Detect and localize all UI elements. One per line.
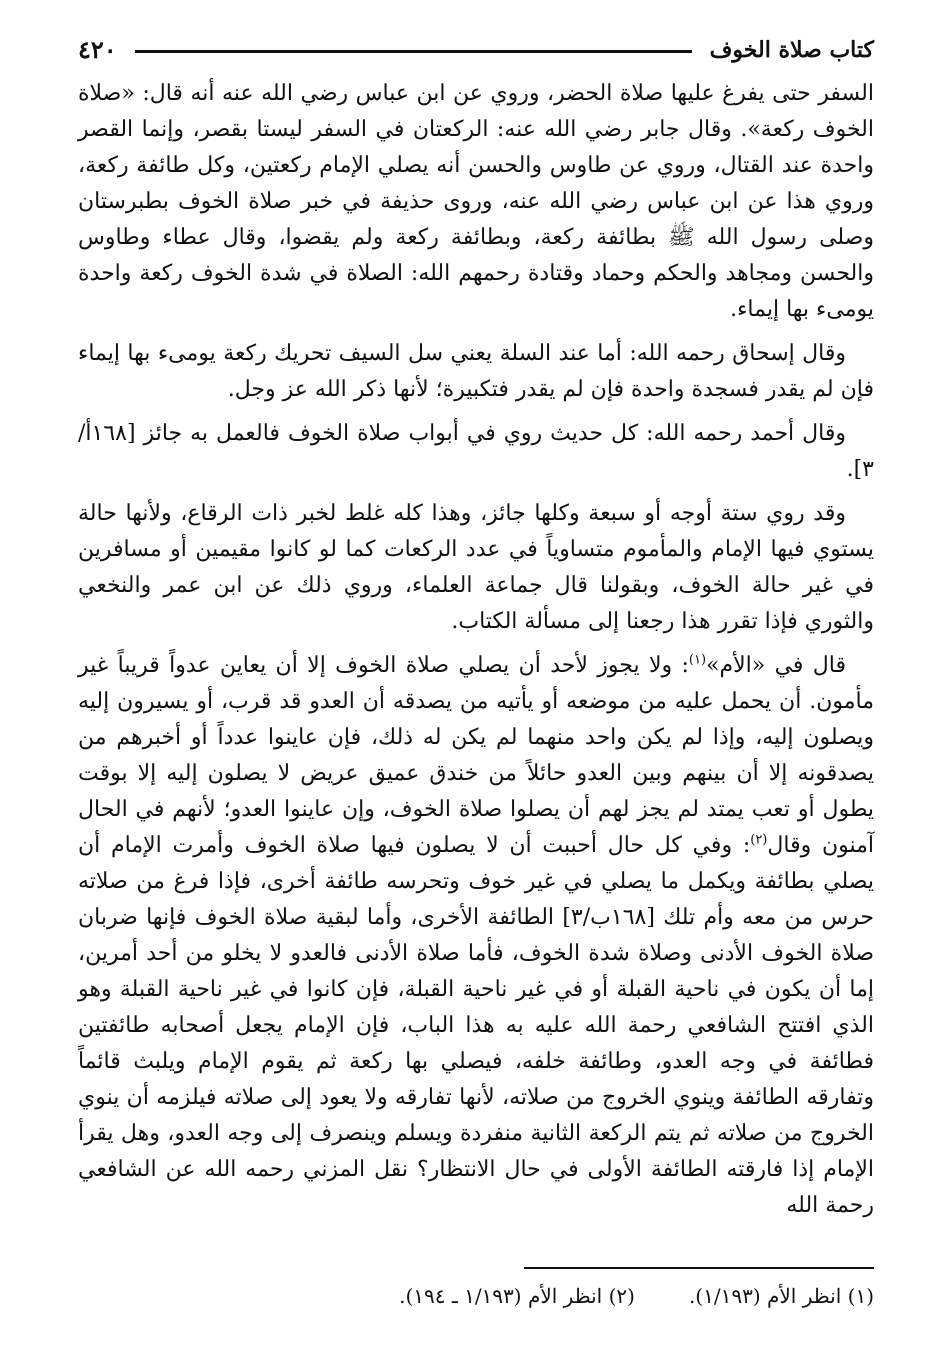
- paragraph-5-part-3: : وفي كل حال أحببت أن لا يصلون فيها صلاة الخوف وأمرت الإمام أن يصلي بطائفة ويكمل ما يصلي في غير خوف وتحرسه طائفة أخرى، فإذا فرغ من صلاته حرس من معه وأم تلك [١٦٨ب/٣] الطائفة الأخرى، وأما لبقية صلاة الخوف فإنها ضربان صلاة الخوف الأدنى وصلاة شدة الخوف، فأما صلاة الأدنى فالعدو لا يخلو من أحد أمرين، إما أن يكون في ناحية القبلة أو في غير ناحية القبلة، فإن كانوا في غير ناحية القبلة وهو الذي افتتح الشافعي رحمة الله عليه به هذا الباب، فإن الإمام يجعل أصحابه طائفتين فطائفة في وجه العدو، وطائفة خلفه، فيصلي بها ركعة ثم يقوم الإمام ويلبث قائماً وتفارقه الطائفة وينوي الخروج من صلاته، لأنها تفارقه ولا يعود إلى صلاته فيلزمه أن ينوي الخروج من صلاته ثم يتم الركعة الثانية منفردة ويسلم وينصرف إلى وجه العدو، وهل يقرأ الإمام إذا فارقته الطائفة الأولى في حال الانتظار؟ نقل المزني رحمه الله عن الشافعي رحمة الله: [78, 833, 875, 1218]
- footnote-ref-2: (٢): [750, 832, 768, 848]
- paragraph-3: وقال أحمد رحمه الله: كل حديث روي في أبواب صلاة الخوف فالعمل به جائز [١٦٨أ/٣].: [78, 421, 874, 482]
- footnote-separator: [524, 1267, 874, 1269]
- paragraph-5-part-1: قال في «الأم»: [706, 653, 847, 678]
- running-title: كتاب صلاة الخوف: [709, 37, 874, 63]
- footnote-1: (١) انظر الأم (١/١٩٣).: [688, 1284, 874, 1308]
- footnote-2: (٢) انظر الأم (١/١٩٣ ـ ١٩٤).: [399, 1284, 635, 1308]
- main-text: [78, 76, 874, 1224]
- paragraph-1: السفر حتى يفرغ عليها صلاة الحضر، وروي عن ابن عباس رضي الله عنه أنه قال: «صلاة الخوف ركعة». وقال جابر رضي الله عنه: الركعتان في السفر ليستا بقصر، وإنما القصر واحدة عند القتال، وروي عن طاوس والحسن أنه يصلي الإمام ركعتين، وكل طائفة ركعة، وروي هذا عن ابن عباس رضي الله عنه، وروى حذيفة في خبر صلاة الخوف بطبرستان وصلى رسول الله ﷺ بطائفة ركعة، وبطائفة ركعة ولم يقضوا، وقال عطاء وطاوس والحسن ومجاهد والحكم وحماد وقتادة رحمهم الله: الصلاة في شدة الخوف ركعة واحدة يومىء بها إيماء.: [78, 81, 874, 322]
- page-header: [78, 30, 874, 70]
- paragraph-5: [78, 648, 874, 1224]
- paragraph-4: وقد روي ستة أوجه أو سبعة وكلها جائز، وهذا كله غلط لخبر ذات الرقاع، ولأنها حالة يستوي فيها الإمام والمأموم متساوياً في عدد الركعات كما لو كانوا مقيمين أو مسافرين في غير حالة الخوف، وبقولنا قال جماعة العلماء، وروي ذلك عن ابن عمر والنخعي والثوري فإذا تقرر هذا رجعنا إلى مسألة الكتاب.: [78, 501, 874, 634]
- paragraph-5-part-2: : ولا يجوز لأحد أن يصلي صلاة الخوف إلا أن يعاين عدواً قريباً غير مأمون. أن يحمل عليه من موضعه أو يأتيه من يصدقه أن العدو قد قرب، أو يسيرون إليه ويصلون إليه، وإذا لم يكن واحد منهما لم يكن له ذلك، فإن عاينوا عدداً أو أخبرهم من يصدقونه إلا أن بينهم وبين العدو حائلاً من خندق عميق عريض لا يصلون إليه إلا بوقت يطول أو تعب يمتد لم يجز لهم أن يصلوا صلاة الخوف، وإن عاينوا العدو؛ لأنهم في الحال آمنون وقال: [78, 653, 874, 858]
- footnote-ref-1: (١): [688, 652, 707, 668]
- footnotes: [78, 1282, 874, 1310]
- paragraph-2: وقال إسحاق رحمه الله: أما عند السلة يعني سل السيف تحريك ركعة يومىء بها إيماء فإن لم يقدر فسجدة واحدة فإن لم يقدر فتكبيرة؛ لأنها ذكر الله عز وجل.: [78, 341, 874, 402]
- page-number: ٤٢٠: [78, 35, 117, 64]
- header-rule: [135, 50, 692, 53]
- book-page: [78, 30, 874, 1340]
